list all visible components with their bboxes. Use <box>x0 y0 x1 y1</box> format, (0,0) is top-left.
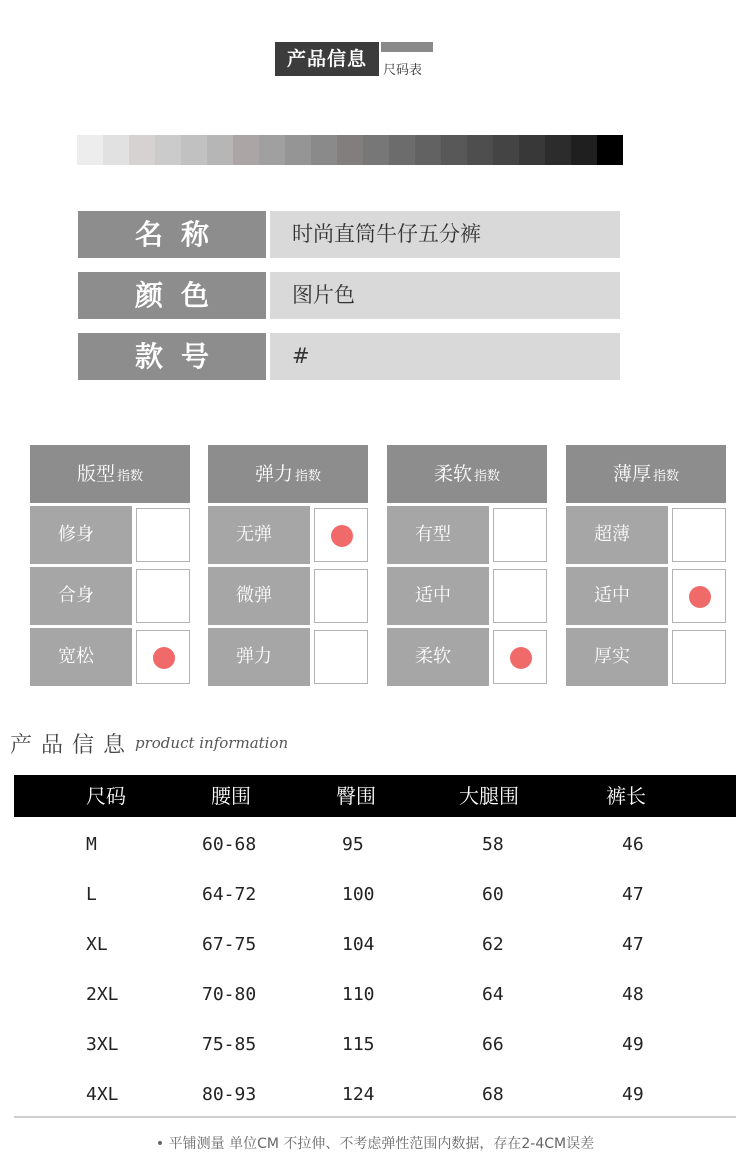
index-option-row <box>387 506 547 564</box>
info-row-color <box>78 272 620 319</box>
index-option-label: 修身 <box>30 506 132 564</box>
index-option-label: 厚实 <box>566 628 668 686</box>
gradient-swatch <box>129 135 155 165</box>
header-cell: 裤长 <box>606 784 646 808</box>
index-title <box>208 445 368 503</box>
table-cell: 47 <box>622 884 644 905</box>
header-accent-bar <box>381 42 433 52</box>
gradient-swatch <box>545 135 571 165</box>
table-cell: 115 <box>342 1034 375 1055</box>
table-row <box>14 920 736 970</box>
gradient-swatch <box>181 135 207 165</box>
gradient-swatch <box>519 135 545 165</box>
selected-dot-icon <box>331 525 353 547</box>
table-cell: 67-75 <box>202 934 257 955</box>
info-label: 名称 <box>78 211 266 258</box>
index-option-checkbox <box>672 508 726 562</box>
selected-dot-icon <box>689 586 711 608</box>
table-cell: 64 <box>482 984 504 1005</box>
index-panel <box>387 445 547 684</box>
index-title <box>387 445 547 503</box>
index-option-checkbox <box>493 630 547 684</box>
header-cell: 大腿围 <box>459 784 519 808</box>
gradient-swatch <box>441 135 467 165</box>
gradient-swatch <box>285 135 311 165</box>
table-row <box>14 1020 736 1070</box>
gradient-swatch <box>493 135 519 165</box>
table-cell: 70-80 <box>202 984 257 1005</box>
table-cell: 104 <box>342 934 375 955</box>
table-cell: 64-72 <box>202 884 257 905</box>
table-row <box>14 870 736 920</box>
index-option-row <box>387 628 547 686</box>
index-option-row <box>387 567 547 625</box>
table-cell: 2XL <box>86 984 119 1005</box>
table-cell: 49 <box>622 1084 644 1105</box>
index-option-row <box>30 628 190 686</box>
index-panel <box>566 445 726 684</box>
table-cell: 68 <box>482 1084 504 1105</box>
gradient-swatch <box>311 135 337 165</box>
index-title-text: 版型 <box>76 463 115 485</box>
color-gradient-strip <box>77 135 623 165</box>
index-option-label: 适中 <box>387 567 489 625</box>
table-cell: XL <box>86 934 108 955</box>
index-option-label: 宽松 <box>30 628 132 686</box>
index-option-checkbox <box>672 569 726 623</box>
index-option-row <box>566 506 726 564</box>
header-subtitle: 尺码表 <box>383 63 423 78</box>
table-cell: 49 <box>622 1034 644 1055</box>
gradient-swatch <box>207 135 233 165</box>
index-title-text: 薄厚 <box>612 463 651 485</box>
info-row-style-number <box>78 333 620 380</box>
index-option-checkbox <box>314 508 368 562</box>
table-divider <box>14 1116 736 1118</box>
index-title-text: 弹力 <box>254 463 293 485</box>
selected-dot-icon <box>510 647 532 669</box>
table-cell: 46 <box>622 834 644 855</box>
info-value: 时尚直筒牛仔五分裤 <box>270 211 620 258</box>
table-cell: 60-68 <box>202 834 257 855</box>
index-title-suffix: 指数 <box>474 469 501 484</box>
index-option-label: 无弹 <box>208 506 310 564</box>
table-cell: 110 <box>342 984 375 1005</box>
table-cell: 80-93 <box>202 1084 257 1105</box>
gradient-swatch <box>597 135 623 165</box>
index-option-row <box>30 567 190 625</box>
table-cell: M <box>86 834 97 855</box>
table-cell: 47 <box>622 934 644 955</box>
gradient-swatch <box>571 135 597 165</box>
index-option-label: 合身 <box>30 567 132 625</box>
index-title <box>566 445 726 503</box>
index-option-row <box>566 567 726 625</box>
table-cell: L <box>86 884 97 905</box>
index-option-row <box>208 567 368 625</box>
gradient-swatch <box>467 135 493 165</box>
index-option-checkbox <box>314 630 368 684</box>
table-cell: 124 <box>342 1084 375 1105</box>
index-option-label: 适中 <box>566 567 668 625</box>
gradient-swatch <box>415 135 441 165</box>
index-option-row <box>208 628 368 686</box>
index-option-checkbox <box>493 508 547 562</box>
index-title <box>30 445 190 503</box>
index-option-label: 超薄 <box>566 506 668 564</box>
table-cell: 62 <box>482 934 504 955</box>
table-cell: 3XL <box>86 1034 119 1055</box>
gradient-swatch <box>103 135 129 165</box>
table-cell: 48 <box>622 984 644 1005</box>
header-title: 产品信息 <box>275 42 379 76</box>
index-panel <box>30 445 190 684</box>
info-label: 款号 <box>78 333 266 380</box>
index-option-checkbox <box>314 569 368 623</box>
gradient-swatch <box>389 135 415 165</box>
header-badge <box>275 42 433 76</box>
index-option-checkbox <box>136 508 190 562</box>
product-info-subtitle: product information <box>135 734 289 752</box>
table-cell: 66 <box>482 1034 504 1055</box>
gradient-swatch <box>363 135 389 165</box>
measurement-note: • 平铺测量 单位CM 不拉伸、不考虑弹性范围内数据，存在2-4CM误差 <box>155 1136 595 1152</box>
index-option-row <box>566 628 726 686</box>
table-cell: 58 <box>482 834 504 855</box>
index-option-row <box>208 506 368 564</box>
index-option-checkbox <box>493 569 547 623</box>
table-cell: 75-85 <box>202 1034 257 1055</box>
gradient-swatch <box>155 135 181 165</box>
index-title-text: 柔软 <box>433 463 472 485</box>
index-title-suffix: 指数 <box>117 469 144 484</box>
table-row <box>14 970 736 1020</box>
info-value: # <box>270 333 620 380</box>
index-option-checkbox <box>136 569 190 623</box>
index-title-suffix: 指数 <box>295 469 322 484</box>
info-label: 颜色 <box>78 272 266 319</box>
gradient-swatch <box>259 135 285 165</box>
header-cell: 臀围 <box>336 784 376 808</box>
index-panel <box>208 445 368 684</box>
index-option-label: 有型 <box>387 506 489 564</box>
header-cell: 腰围 <box>211 784 251 808</box>
table-cell: 4XL <box>86 1084 119 1105</box>
gradient-swatch <box>77 135 103 165</box>
header-cell: 尺码 <box>86 784 126 808</box>
info-value: 图片色 <box>270 272 620 319</box>
product-info-title: 产品信息 <box>10 733 135 758</box>
table-cell: 60 <box>482 884 504 905</box>
index-option-row <box>30 506 190 564</box>
size-table-header <box>14 775 736 817</box>
table-cell: 95 <box>342 834 364 855</box>
gradient-swatch <box>337 135 363 165</box>
index-option-label: 微弹 <box>208 567 310 625</box>
selected-dot-icon <box>153 647 175 669</box>
info-row-name <box>78 211 620 258</box>
index-option-label: 柔软 <box>387 628 489 686</box>
table-row <box>14 820 736 870</box>
gradient-swatch <box>233 135 259 165</box>
index-option-checkbox <box>672 630 726 684</box>
index-title-suffix: 指数 <box>653 469 680 484</box>
table-cell: 100 <box>342 884 375 905</box>
index-option-label: 弹力 <box>208 628 310 686</box>
index-option-checkbox <box>136 630 190 684</box>
table-row <box>14 1070 736 1120</box>
